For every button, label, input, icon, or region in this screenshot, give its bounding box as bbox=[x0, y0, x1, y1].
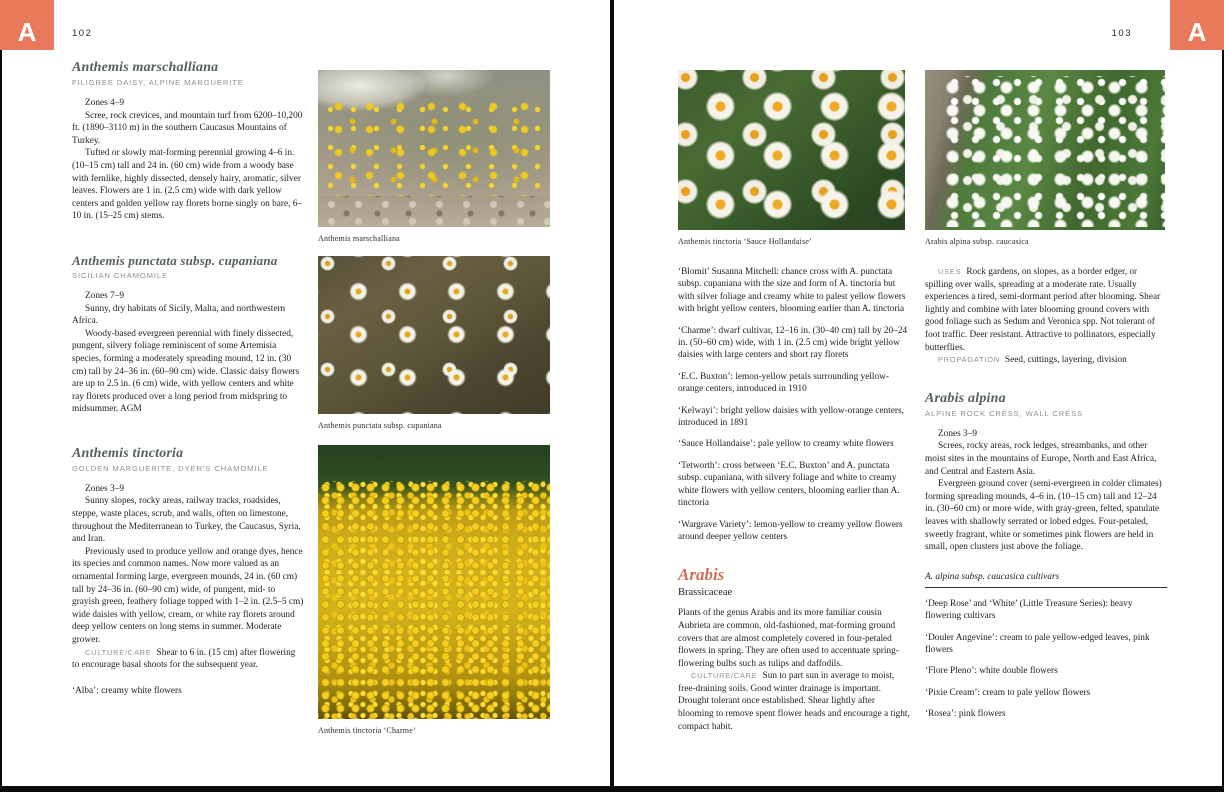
cultivar-item: ‘Pixie Cream’: cream to pale yellow flowers bbox=[925, 687, 1091, 698]
culture-care-text: Sun to part sun in average to moist, free-draining soils. Good winter drainage is important. Drought tolerant once established. Shear lightly after blooming to remove spent flower heads and encourage a tight, compact habit. bbox=[678, 671, 910, 732]
cultivar-item: ‘Rosea’: pink flowers bbox=[925, 709, 1006, 720]
photo-caption: Arabis alpina subsp. caucasica bbox=[925, 237, 1029, 246]
culture-care-label: CULTURE/CARE bbox=[691, 671, 758, 681]
cultivar-item: ‘E.C. Buxton’: lemon-yellow petals surrounding yellow-orange centers, introduced in 1910 bbox=[678, 371, 889, 395]
photo-caption: Anthemis tinctoria ‘Sauce Hollandaise’ bbox=[678, 237, 813, 246]
uses-paragraph bbox=[925, 266, 1167, 354]
photo-anthemis-punctata bbox=[318, 256, 550, 414]
photo-block-marschalliana bbox=[318, 70, 550, 243]
photo-arabis-alpina-caucasica bbox=[925, 70, 1165, 230]
entry-body bbox=[72, 290, 304, 416]
cultivar-item: ‘Charme’: dwarf cultivar, 12–16 in. (30–40 cm) tall by 20–24 in. (50–60 cm) wide, with 1 in. (2.5 cm) wide bright yellow daisies with large centers and short ray florets bbox=[678, 325, 908, 361]
species-heading: Anthemis punctata subsp. cupaniana bbox=[72, 252, 278, 268]
cultivar-alba: ‘Alba’: creamy white flowers bbox=[72, 685, 182, 696]
zones-line: Zones 4–9 bbox=[85, 98, 124, 108]
description-paragraph: Woody-based evergreen perennial with finely dissected, pungent, silvery foliage reminiscent of some Artemisia species, forming a moderately spreading mound, 12 in. (30 cm) tall by 24–36 in. (60–90 cm) wide. Classic daisy flowers are up to 2.5 in. (6 cm) wide, with yellow centers and white ray florets produced over a long period from midspring to midsummer. AGM bbox=[72, 328, 300, 415]
genus-intro: Plants of the genus Arabis and its more familiar cousin Aubrieta are common, old-fashioned, mat-forming ground covers that are almost completely covered in four-petaled flowers in spring. They are often used to accentuate spring-flowering bulbs such as tulips and daffodils. bbox=[678, 608, 899, 669]
zones-line: Zones 7–9 bbox=[85, 290, 124, 301]
species-heading: Arabis alpina bbox=[925, 390, 1006, 406]
common-names: SICILIAN CHAMOMILE bbox=[72, 270, 168, 280]
culture-care-paragraph bbox=[678, 670, 912, 733]
habitat-paragraph: Screes, rocky areas, rock ledges, streambanks, and other moist sites in the mountains of Europe, North and East Africa, and Central and Eastern Asia. bbox=[925, 441, 1157, 477]
genus-body bbox=[678, 607, 912, 733]
page-number-right: 103 bbox=[1111, 28, 1132, 39]
cultivar-item: ‘Sauce Hollandaise’: pale yellow to creamy white flowers bbox=[678, 439, 894, 450]
cultivar-item: ‘Douler Angevine’: cream to pale yellow-edged leaves, pink flowers bbox=[925, 632, 1150, 655]
alphabet-tab-a-left: A bbox=[0, 0, 54, 50]
alphabet-tab-a-right: A bbox=[1170, 0, 1224, 50]
entry-anthemis-marschalliana bbox=[72, 60, 304, 223]
left-text-column bbox=[72, 60, 304, 706]
description-paragraph: Evergreen ground cover (semi-evergreen in colder climates) forming spreading mounds, 4–6 in. (10–15 cm) tall and 12–24 in. (30–60 cm) or more wide, with gray-green, felted, spatulate leaves with shallowly serrated or lobed edges. Four-petaled, sweetly fragrant, white or sometimes pink flowers are held in small, open clusters just above the foliage. bbox=[925, 479, 1162, 553]
right-page-column-2 bbox=[925, 266, 1167, 730]
photo-anthemis-marschalliana bbox=[318, 70, 550, 227]
photo-caption: Anthemis punctata subsp. cupaniana bbox=[318, 421, 442, 430]
habitat-paragraph: Sunny slopes, rocky areas, railway tracks, roadsides, steppe, waste places, scrub, and walls, often on limestone, throughout the Mediterranean to Turkey, the Caucasus, Syria, and Iran. bbox=[72, 496, 301, 545]
entry-body bbox=[72, 97, 304, 223]
photo-block-arabis-caucasica bbox=[925, 70, 1165, 246]
page-right bbox=[614, 0, 1222, 786]
photo-block-punctata bbox=[318, 256, 550, 430]
page-number-left: 102 bbox=[72, 28, 93, 39]
cultivar-item: ‘Blomit’ Susanna Mitchell: chance cross with A. punctata subsp. cupaniana with the size and form of A. tinctoria but with silver foliage and creamy white to palest yellow flowers with bright yellow centers, blooming earlier than A. tinctoria bbox=[678, 267, 906, 315]
description-paragraph: Tufted or slowly mat-forming perennial growing 4–6 in. (10–15 cm) tall and 24 in. (60 cm) wide from a woody base with fernlike, highly dissected, densely hairy, aromatic, silver leaves. Flowers are 1 in. (2.5 cm) wide with dark yellow centers and golden yellow ray florets borne singly on bare, 6–10 in. (15–25 cm) stems. bbox=[72, 148, 303, 222]
entry-body bbox=[72, 483, 304, 697]
culture-care-paragraph bbox=[72, 647, 304, 672]
propagation-text: Seed, cuttings, layering, division bbox=[1004, 355, 1127, 366]
photo-block-sauce-hollandaise bbox=[678, 70, 905, 246]
photo-block-tinctoria-charme bbox=[318, 445, 550, 735]
common-names: GOLDEN MARGUERITE, DYER’S CHAMOMILE bbox=[72, 463, 269, 473]
photo-anthemis-tinctoria-charme bbox=[318, 445, 550, 719]
entry-anthemis-punctata bbox=[72, 253, 304, 416]
habitat-paragraph: Sunny, dry habitats of Sicily, Malta, and northwestern Africa. bbox=[72, 303, 286, 327]
cultivar-item: ‘Wargrave Variety’: lemon-yellow to creamy yellow flowers around deeper yellow centers bbox=[678, 519, 903, 542]
uses-text: Rock gardens, on slopes, as a border edger, or spilling over walls, spreading at a moderate rate. Usually experiences a tired, semi-dormant period after blooming. Shear lightly and combine with later blooming ground covers with good foliage such as Sedum and Veronica spp. Not tolerant of foot traffic. Deer resistant. Attractive to pollinators, especially butterflies. bbox=[925, 267, 1161, 353]
culture-care-text: Shear to 6 in. (15 cm) after flowering to encourage basal shoots for the subsequent year. bbox=[72, 647, 296, 671]
zones-line: Zones 3–9 bbox=[938, 428, 977, 439]
propagation-label: PROPAGATION bbox=[938, 355, 1000, 365]
genus-arabis-section bbox=[678, 565, 912, 733]
species-heading: Anthemis marschalliana bbox=[72, 60, 219, 75]
genus-heading: Arabis bbox=[678, 565, 725, 585]
page-left bbox=[2, 0, 610, 786]
entry-body bbox=[925, 428, 1167, 554]
common-names: FILIGREE DAISY, ALPINE MARGUERITE bbox=[72, 78, 244, 87]
photo-caption: Anthemis marschalliana bbox=[318, 234, 400, 243]
zones-line: Zones 3–9 bbox=[85, 483, 124, 494]
family-name: Brassicaceae bbox=[678, 587, 733, 599]
species-heading: Anthemis tinctoria bbox=[72, 445, 184, 461]
culture-care-label: CULTURE/CARE bbox=[85, 647, 152, 657]
caucasica-cultivars-section bbox=[925, 572, 1167, 721]
cultivar-item: ‘Deep Rose’ and ‘White’ (Little Treasure Series): heavy flowering cultivars bbox=[925, 598, 1133, 622]
cultivar-item: ‘Kelwayi’: bright yellow daisies with yellow-orange centers, introduced in 1891 bbox=[678, 405, 904, 429]
habitat-paragraph: Scree, rock crevices, and mountain turf from 6200–10,200 ft. (1890–3110 m) in the southern Caucasus Mountains of Turkey. bbox=[72, 110, 303, 146]
photo-caption: Anthemis tinctoria ‘Charme’ bbox=[318, 726, 416, 735]
uses-label: USES bbox=[938, 267, 962, 276]
propagation-paragraph bbox=[925, 354, 1167, 367]
photo-anthemis-sauce-hollandaise bbox=[678, 70, 905, 230]
right-page-column-1 bbox=[678, 266, 912, 733]
entry-arabis-alpina bbox=[925, 391, 1167, 554]
entry-anthemis-tinctoria bbox=[72, 446, 304, 697]
cultivars-subsection-header: A. alpina subsp. caucasica cultivars bbox=[925, 572, 1167, 588]
cultivar-item: ‘Flore Pleno’: white double flowers bbox=[925, 666, 1058, 677]
cultivar-item: ‘Tetworth’: cross between ‘E.C. Buxton’ and A. punctata subsp. cupaniana, with silvery foliage and white to creamy white flowers with yellow centers, blooming earlier than A. tinctoria bbox=[678, 460, 900, 509]
common-names: ALPINE ROCK CRESS, WALL CRESS bbox=[925, 408, 1084, 418]
description-paragraph: Previously used to produce yellow and orange dyes, hence its species and common names. Now more valued as an ornamental forming large, evergreen mounds, 24 in. (60 cm) tall by 24–36 in. (60–90 cm) wide, of pungent, mid- to grayish green, feathery foliage topped with 1–2 in. (2.5–5 cm) wide daisies with yellow, cream, or white ray florets around deep yellow centers on long stems in summer. Moderate grower. bbox=[72, 546, 304, 645]
